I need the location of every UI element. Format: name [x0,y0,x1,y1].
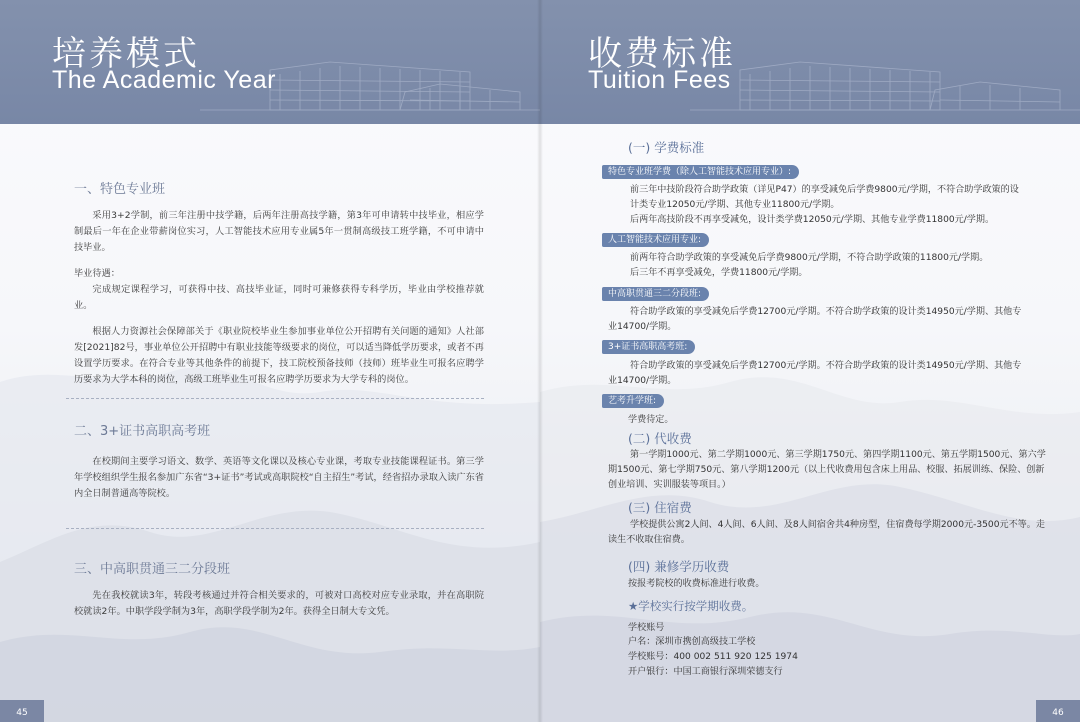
bank-name: 开户银行：中国工商银行深圳荣德支行 [628,667,783,677]
section-heading: 一、特色专业班 [74,182,166,197]
subheading-collection: (二) 代收费 [628,431,692,446]
paragraph: 采用3+2学制，前三年注册中技学籍，后两年注册高技学籍，第3年可申请转中技毕业，相应学制最后一年在企业带薪岗位实习，人工智能技术应用专业属5年一贯制高级技工班学籍，不可申请中技毕业。 [74,210,484,253]
fee-text: 后三年不再享受减免，学费11800元/学期。 [630,268,808,278]
page-title-en: Tuition Fees [588,66,731,94]
fee-text: 前两年符合助学政策的享受减免后学费9800元/学期，不符合助学政策的11800元/学期。 [630,253,989,263]
divider [66,398,484,399]
page-title-cn: 收费标准 [588,34,736,74]
account-title: 学校账号 [628,623,665,633]
account-name: 户名：深圳市携创高级技工学校 [628,637,756,647]
subheading-tuition: (一) 学费标准 [628,140,705,155]
paragraph: 毕业待遇： [74,268,120,279]
fee-text: 第一学期1000元、第二学期1000元、第三学期1750元、第四学期1100元、第五学期1500元、第六学期1500元、第七学期750元、第八学期1200元（以上代收费用包含床上用品、校服、拓展训练、保险、创新创业培训、实训服装等项目。） [608,450,1046,490]
page-title-cn: 培养模式 [52,34,200,74]
fee-text: 后两年高技阶段不再享受减免，设计类学费12050元/学期、其他专业学费11800元/学期。 [630,215,995,225]
paragraph: 在校期间主要学习语文、数学、英语等文化课以及核心专业课，考取专业技能课程证书。第三学年学校组织学生报名参加广东省“3+证书”考试或高职院校“自主招生”考试，经省招办录取入读广东省内全日制普通高等院校。 [74,456,484,499]
paragraph: 根据人力资源社会保障部关于《职业院校毕业生参加事业单位公开招聘有关问题的通知》人社部发[2021]82号，事业单位公开招聘中有职业技能等级要求的岗位，可以适当降低学历要求，或者不再设置学历要求。在符合专业等其他条件的前提下，技工院校预备技师（技师）班毕业生可报名应聘学历要求为大学本科的岗位，高级工班毕业生可报名应聘学历要求为大学专科的岗位。 [74,326,484,385]
fee-text: 按报考院校的收费标准进行收费。 [628,579,765,589]
fee-text: 符合助学政策的享受减免后学费12700元/学期。不符合助学政策的设计类14950元/学期、其他专业14700/学期。 [608,307,1022,332]
fee-text: 学费待定。 [628,415,674,425]
fee-text: 前三年中技阶段符合助学政策（详见P47）的享受减免后学费9800元/学期，不符合助学政策的设计类专业12050元/学期、其他专业11800元/学期。 [630,185,1019,210]
left-banner [0,0,540,124]
section-heading: 二、3+证书高职高考班 [74,424,211,439]
subheading-accommodation: (三) 住宿费 [628,500,692,515]
divider [66,528,484,529]
page-title-en: The Academic Year [52,66,276,94]
subheading-dual-degree: (四) 兼修学历收费 [628,559,730,574]
right-page [540,0,1080,722]
semester-note: ★学校实行按学期收费。 [628,599,754,613]
category-tag: 3+证书高职高考班: [602,340,695,354]
book-gutter [537,0,543,722]
section-heading: 三、中高职贯通三二分段班 [74,562,231,577]
category-tag: 人工智能技术应用专业: [602,233,709,247]
fee-text: 符合助学政策的享受减免后学费12700元/学期。不符合助学政策的设计类14950元/学期、其他专业14700/学期。 [608,361,1022,386]
category-tag: 中高职贯通三二分段班: [602,287,709,301]
paragraph: 完成规定课程学习，可获得中技、高技毕业证，同时可兼修获得专科学历，毕业由学校推荐就业。 [74,284,484,311]
category-tag: 艺考升学班: [602,394,664,408]
category-tag: 特色专业班学费（除人工智能技术应用专业）: [602,165,799,179]
fee-text: 学校提供公寓2人间、4人间、6人间、及8人间宿舍共4种房型，住宿费每学期2000元-3500元不等。走读生不收取住宿费。 [608,520,1045,545]
page-number: 46 [1036,700,1080,722]
page-number: 45 [0,700,44,722]
paragraph: 先在我校就读3年，转段考核通过并符合相关要求的，可被对口高校对应专业录取，并在高职院校就读2年。中职学段学制为3年，高职学段学制为2年。获得全日制大专文凭。 [74,590,484,617]
right-banner [540,0,1080,124]
account-number: 学校账号：400 002 511 920 125 1974 [628,652,798,662]
